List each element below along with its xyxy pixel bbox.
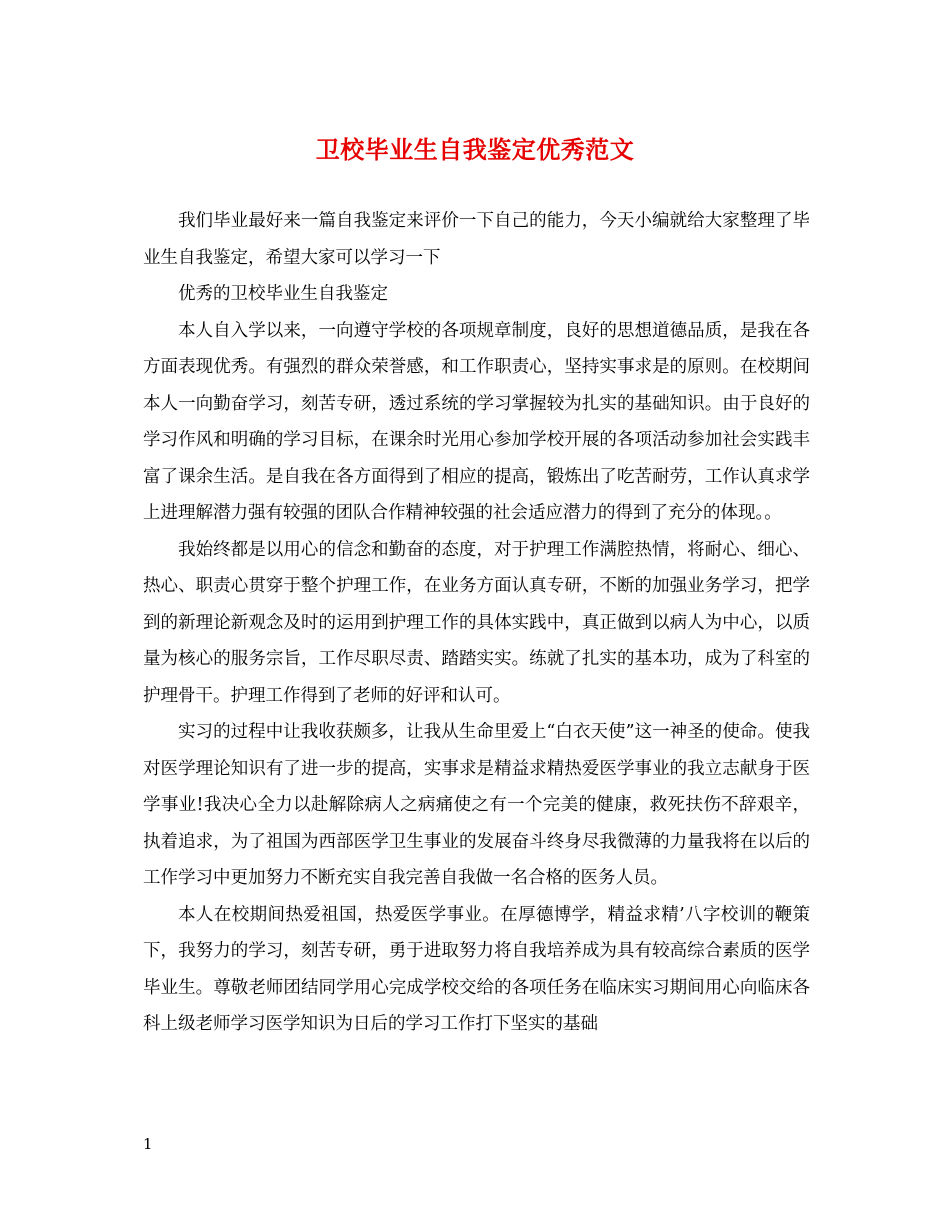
paragraph-internship: 实习的过程中让我收获颇多，让我从生命里爱上“白衣天使”这一神圣的使命。使我对医学理论知识有了进一步的提高，实事求是精益求精热爱医学事业的我立志献身于医学事业!我决心全力以赴解除病人之病痛使之有一个完美的健康，救死扶伤不辞艰辛，执着追求，为了祖国为西部医学卫生事业的发展奋斗终身尽我微薄的力量我将在以后的工作学习中更加努力不断充实自我完善自我做一名合格的医务人员。 bbox=[143, 722, 810, 888]
paragraph-nursing: 我始终都是以用心的信念和勤奋的态度，对于护理工作满腔热情，将耐心、细心、热心、职责心贯穿于整个护理工作，在业务方面认真专研，不断的加强业务学习，把学到的新理论新观念及时的运用到护理工作的具体实践中，真正做到以病人为中心，以质量为核心的服务宗旨，工作尽职尽责、踏踏实实。练就了扎实的基本功，成为了科室的护理骨干。护理工作得到了老师的好评和认可。 bbox=[143, 539, 810, 706]
document-body bbox=[143, 203, 810, 1043]
paragraph-intro: 我们毕业最好来一篇自我鉴定来评价一下自己的能力，今天小编就给大家整理了毕业生自我鉴定，希望大家可以学习一下 bbox=[143, 211, 810, 268]
page-number: 1 bbox=[143, 1135, 153, 1153]
paragraph-school: 本人在校期间热爱祖国，热爱医学事业。在厚德博学，精益求精’八字校训的鞭策下，我努力的学习，刻苦专研，勇于进取努力将自我培养成为具有较高综合素质的医学毕业生。尊敬老师团结同学用心完成学校交给的各项任务在临床实习期间用心向临床各科上级老师学习医学知识为日后的学习工作打下坚实的基础 bbox=[143, 904, 810, 1034]
document-title: 卫校毕业生自我鉴定优秀范文 bbox=[315, 135, 635, 164]
paragraph-subheading: 优秀的卫校毕业生自我鉴定 bbox=[178, 284, 388, 304]
paragraph-study: 本人自入学以来，一向遵守学校的各项规章制度，良好的思想道德品质，是我在各方面表现优秀。有强烈的群众荣誉感，和工作职责心，坚持实事求是的原则。在校期间本人一向勤奋学习，刻苦专研，透过系统的学习掌握较为扎实的基础知识。由于良好的学习作风和明确的学习目标，在课余时光用心参加学校开展的各项活动参加社会实践丰富了课余生活。是自我在各方面得到了相应的提高，锻炼出了吃苦耐劳，工作认真求学上进理解潜力强有较强的团队合作精神较强的社会适应潜力的得到了充分的体现。。 bbox=[143, 320, 810, 523]
